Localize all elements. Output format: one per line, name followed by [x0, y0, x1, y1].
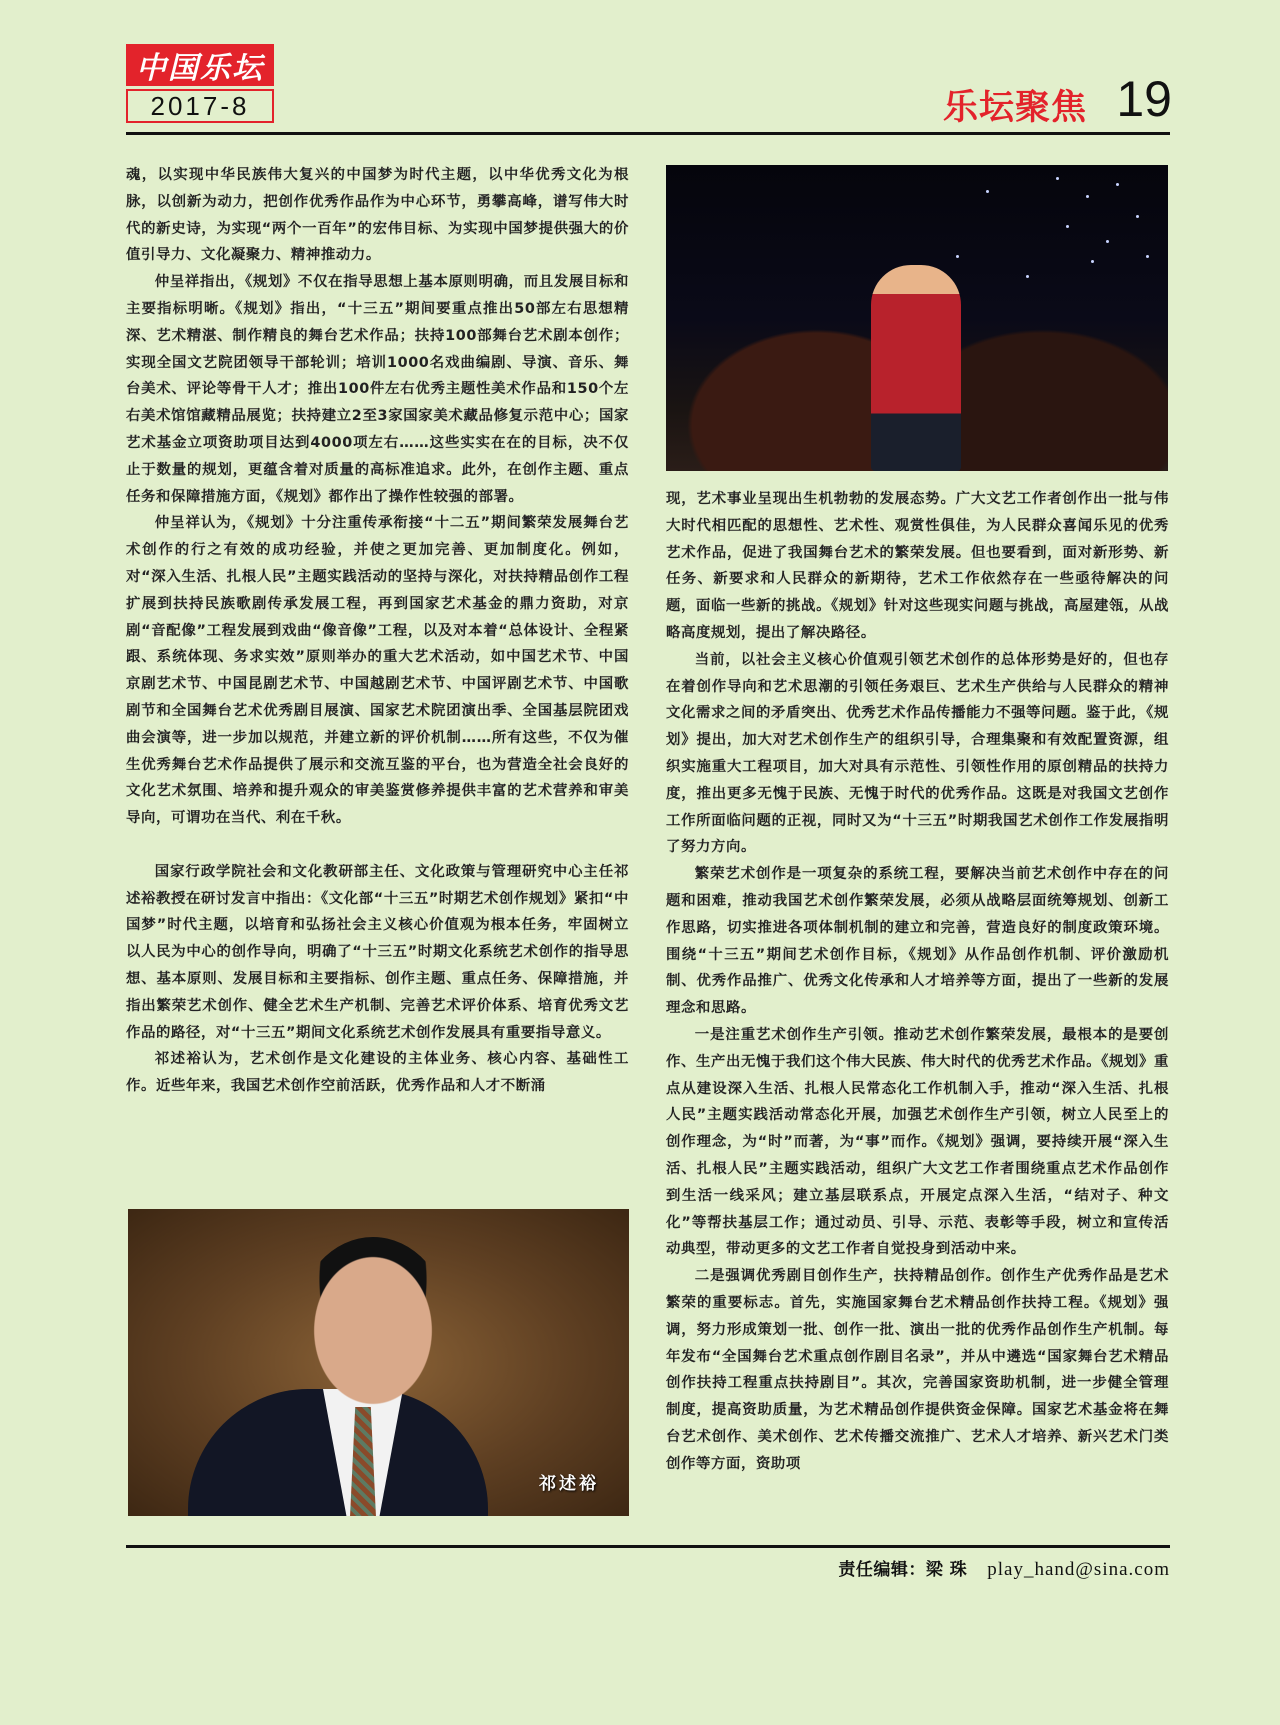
photo-caption: 祁述裕 — [539, 1474, 599, 1494]
paragraph: 二是强调优秀剧目创作生产，扶持精品创作。创作生产优秀作品是艺术繁荣的重要标志。首先，实施国家舞台艺术精品创作扶持工程。《规划》强调，努力形成策划一批、创作一批、演出一批的优秀作品创作生产机制。每年发布“全国舞台艺术重点创作剧目名录”，并从中遴选“国家舞台艺术精品创作扶持工程重点扶持剧目”。其次，完善国家资助机制，进一步健全管理制度，提高资助质量，为艺术精品创作提供资金保障。国家艺术基金将在舞台艺术创作、美术创作、艺术传播交流推广、艺术人才培养、新兴艺术门类创作等方面，资助项 — [666, 1268, 1169, 1472]
issue-number: 2017-8 — [126, 89, 274, 123]
singer-figure — [871, 265, 961, 471]
right-column-text — [666, 486, 1169, 1477]
left-column-text — [126, 162, 629, 1100]
footer-divider — [126, 1545, 1170, 1548]
page-number: 19 — [1116, 71, 1172, 127]
editor-email[interactable]: play_hand@sina.com — [987, 1559, 1170, 1580]
header-divider — [126, 132, 1170, 135]
concert-photo — [666, 165, 1168, 471]
paragraph: 一是注重艺术创作生产引领。推动艺术创作繁荣发展，最根本的是要创作、生产出无愧于我们这个伟大民族、伟大时代的优秀艺术作品。《规划》重点从建设深入生活、扎根人民常态化工作机制入手，推动“深入生活、扎根人民”主题实践活动常态化开展，加强艺术创作生产引领，树立人民至上的创作理念，为“时”而著，为“事”而作。《规划》强调，要持续开展“深入生活、扎根人民”主题实践活动，组织广大文艺工作者围绕重点艺术作品创作到生活一线采风；建立基层联系点，开展定点深入生活，“结对子、种文化”等帮扶基层工作；通过动员、引导、示范、表彰等手段，树立和宣传活动典型，带动更多的文艺工作者自觉投身到活动中来。 — [666, 1026, 1169, 1258]
paragraph: 当前，以社会主义核心价值观引领艺术创作的总体形势是好的，但也存在着创作导向和艺术思潮的引领任务艰巨、艺术生产供给与人民群众的精神文化需求之间的矛盾突出、优秀艺术作品传播能力不强等问题。鉴于此，《规划》提出，加大对艺术创作生产的组织引导，合理集聚和有效配置资源，组织实施重大工程项目，加大对具有示范性、引领性作用的原创精品的扶持力度，推出更多无愧于民族、无愧于时代的优秀作品。这既是对我国文艺创作工作所面临问题的正视，同时又为“十三五”时期我国艺术创作工作发展指明了努力方向。 — [666, 651, 1169, 856]
face-shape — [298, 1237, 448, 1407]
magazine-logo: 中国乐坛 — [126, 44, 274, 86]
paragraph: 仲呈祥认为，《规划》十分注重传承衔接“十二五”期间繁荣发展舞台艺术创作的行之有效的成功经验，并使之更加完善、更加制度化。例如，对“深入生活、扎根人民”主题实践活动的坚持与深化，对扶持精品创作工程扩展到扶持民族歌剧传承发展工程，再到国家艺术基金的鼎力资助，对京剧“音配像”工程发展到戏曲“像音像”工程，以及对本着“总体设计、全程紧跟、系统体现、务求实效”原则举办的重大艺术活动，如中国艺术节、中国京剧艺术节、中国昆剧艺术节、中国越剧艺术节、中国评剧艺术节、中国歌剧节和全国舞台艺术优秀剧目展演、国家艺术院团演出季、全国基层院团戏曲会演等，进一步加以规范，并建立新的评价机制……所有这些，不仅为催生优秀舞台艺术作品提供了展示和交流互鉴的平台，也为营造全社会良好的文化艺术氛围、培养和提升观众的审美鉴赏修养提供丰富的艺术营养和审美导向，可谓功在当代、利在千秋。 — [126, 515, 629, 827]
paragraph: 繁荣艺术创作是一项复杂的系统工程，要解决当前艺术创作中存在的问题和困难，推动我国艺术创作繁荣发展，必须从战略层面统筹规划、创新工作思路，切实推进各项体制机制的建立和完善，营造良好的制度政策环境。围绕“十三五”期间艺术创作目标，《规划》从作品创作机制、评价激励机制、优秀作品推广、优秀文化传承和人才培养等方面，提出了一些新的发展理念和思路。 — [666, 866, 1169, 1017]
paragraph: 仲呈祥指出，《规划》不仅在指导思想上基本原则明确，而且发展目标和主要指标明晰。《规划》指出，“十三五”期间要重点推出50部左右思想精深、艺术精湛、制作精良的舞台艺术作品；扶持100部舞台艺术剧本创作；实现全国文艺院团领导干部轮训；培训1000名戏曲编剧、导演、音乐、舞台美术、评论等骨干人才；推出100件左右优秀主题性美术作品和150个左右美术馆馆藏精品展览；扶持建立2至3家国家美术藏品修复示范中心；国家艺术基金立项资助项目达到4000项左右……这些实实在在的目标，决不仅止于数量的规划，更蕴含着对质量的高标准追求。此外，在创作主题、重点任务和保障措施方面，《规划》都作出了操作性较强的部署。 — [126, 274, 629, 505]
editor-credit — [838, 1555, 1170, 1581]
editor-label: 责任编辑：梁 珠 — [838, 1560, 968, 1580]
paragraph: 现，艺术事业呈现出生机勃勃的发展态势。广大文艺工作者创作出一批与伟大时代相匹配的思想性、艺术性、观赏性俱佳，为人民群众喜闻乐见的优秀艺术作品，促进了我国舞台艺术的繁荣发展。但也要看到，面对新形势、新任务、新要求和人民群众的新期待，艺术工作依然存在一些亟待解决的问题，面临一些新的挑战。《规划》针对这些现实问题与挑战，高屋建瓴，从战略高度规划，提出了解决路径。 — [666, 491, 1169, 641]
paragraph: 祁述裕认为，艺术创作是文化建设的主体业务、核心内容、基础性工作。近些年来，我国艺术创作空前活跃，优秀作品和人才不断涌 — [126, 1051, 629, 1095]
paragraph: 国家行政学院社会和文化教研部主任、文化政策与管理研究中心主任祁述裕教授在研讨发言中指出：《文化部“十三五”时期艺术创作规划》紧扣“中国梦”时代主题，以培育和弘扬社会主义核心价值观为根本任务，牢固树立以人民为中心的创作导向，明确了“十三五”时期文化系统艺术创作的指导思想、基本原则、发展目标和主要指标、创作主题、重点任务、保障措施，并指出繁荣艺术创作、健全艺术生产机制、完善艺术评价体系、培育优秀文艺作品的路径，对“十三五”期间文化系统艺术创作发展具有重要指导意义。 — [126, 863, 629, 1041]
section-title: 乐坛聚焦 — [942, 88, 1087, 128]
paragraph: 魂，以实现中华民族伟大复兴的中国梦为时代主题，以中华优秀文化为根脉，以创新为动力，把创作优秀作品作为中心环节，勇攀高峰，谱写伟大时代的新史诗，为实现“两个一百年”的宏伟目标、为实现中国梦提供强大的价值引导力、文化凝聚力、精神推动力。 — [126, 167, 629, 264]
portrait-photo — [128, 1209, 629, 1516]
masthead — [126, 44, 274, 123]
